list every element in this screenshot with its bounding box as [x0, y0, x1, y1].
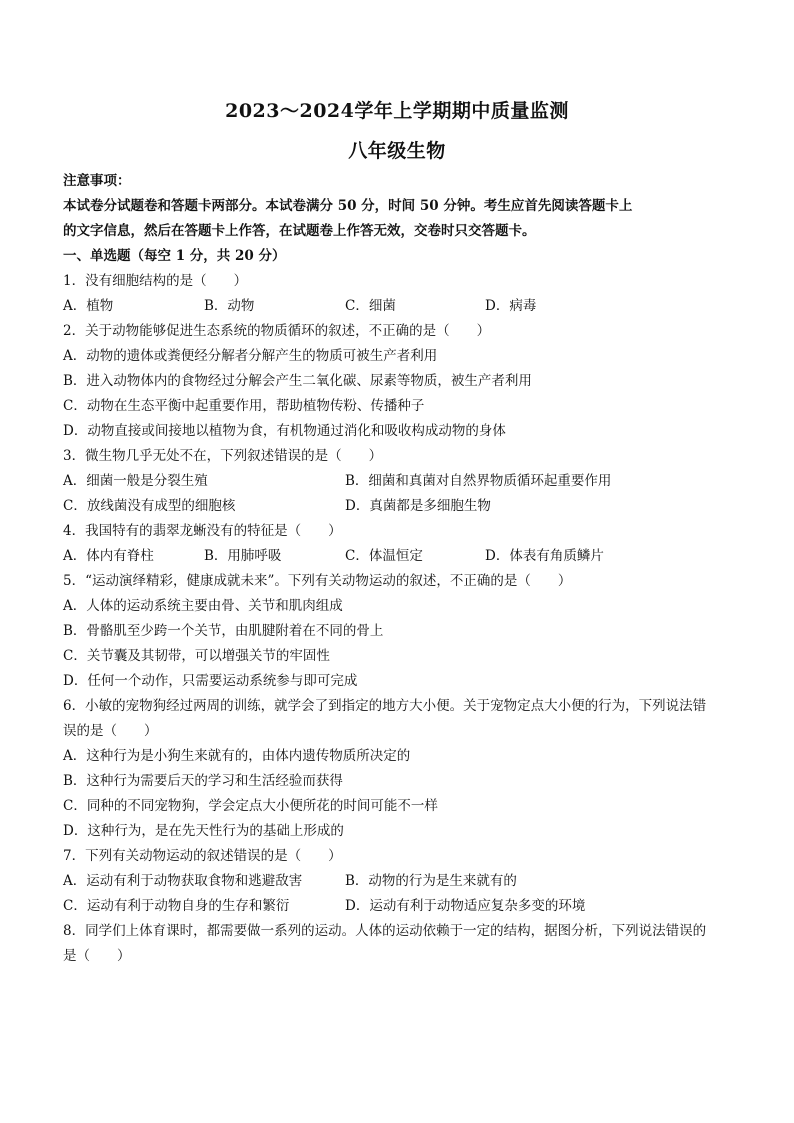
question-4-option-a: A．体内有脊柱: [63, 548, 154, 564]
question-5-stem: 5．“运动演绎精彩，健康成就未来”。下列有关动物运动的叙述，不正确的是（ ）: [63, 573, 572, 589]
question-1-option-b: B．动物: [204, 298, 255, 314]
notice-line-2: 的文字信息，然后在答题卡上作答，在试题卷上作答无效，交卷时只交答题卡。: [63, 223, 536, 239]
question-8-stem-line-2: 是（ ）: [63, 948, 131, 964]
question-3-option-a: A．细菌一般是分裂生殖: [63, 473, 208, 489]
question-4-option-c: C．体温恒定: [345, 548, 423, 564]
question-1-stem: 1．没有细胞结构的是（ ）: [63, 273, 248, 289]
question-3-stem: 3．微生物几乎无处不在，下列叙述错误的是（ ）: [63, 448, 383, 464]
question-6-option-d: D．这种行为，是在先天性行为的基础上形成的: [63, 823, 344, 839]
question-7-option-c: C．运动有利于动物自身的生存和繁衍: [63, 898, 290, 914]
question-6-stem-line-2: 误的是（ ）: [63, 723, 158, 739]
question-1-option-a: A．植物: [63, 298, 114, 314]
question-1-option-c: C．细菌: [345, 298, 396, 314]
question-4-option-d: D．体表有角质鳞片: [485, 548, 604, 564]
question-2-stem: 2．关于动物能够促进生态系统的物质循环的叙述，不正确的是（ ）: [63, 323, 491, 339]
question-6-option-b: B．这种行为需要后天的学习和生活经验而获得: [63, 773, 343, 789]
question-6-option-a: A．这种行为是小狗生来就有的，由体内遗传物质所决定的: [63, 748, 411, 764]
question-2-option-a: A．动物的遗体或粪便经分解者分解产生的物质可被生产者利用: [63, 348, 438, 364]
question-1-option-d: D．病毒: [485, 298, 537, 314]
question-5-option-b: B．骨骼肌至少跨一个关节，由肌腱附着在不同的骨上: [63, 623, 384, 639]
question-5-option-a: A．人体的运动系统主要由骨、关节和肌肉组成: [63, 598, 343, 614]
question-2-option-b: B．进入动物体内的食物经过分解会产生二氧化碳、尿素等物质，被生产者利用: [63, 373, 532, 389]
question-3-option-d: D．真菌都是多细胞生物: [345, 498, 491, 514]
exam-title: 2023～2024学年上学期期中质量监测: [225, 100, 569, 122]
question-4-stem: 4．我国特有的翡翠龙蜥没有的特征是（ ）: [63, 523, 342, 539]
notice-line-1: 本试卷分试题卷和答题卡两部分。本试卷满分 50 分，时间 50 分钟。考生应首先阅读答题卡上: [63, 198, 633, 214]
question-6-option-c: C．同种的不同宠物狗，学会定点大小便所花的时间可能不一样: [63, 798, 438, 814]
question-7-stem: 7．下列有关动物运动的叙述错误的是（ ）: [63, 848, 342, 864]
question-2-option-c: C．动物在生态平衡中起重要作用，帮助植物传粉、传播种子: [63, 398, 425, 414]
question-6-stem-line-1: 6．小敏的宠物狗经过两周的训练，就学会了到指定的地方大小便。关于宠物定点大小便的行为，下列说法错: [63, 698, 707, 714]
question-2-option-d: D．动物直接或间接地以植物为食，有机物通过消化和吸收构成动物的身体: [63, 423, 506, 439]
question-8-stem-line-1: 8．同学们上体育课时，都需要做一系列的运动。人体的运动依赖于一定的结构，据图分析，下列说法错误的: [63, 923, 707, 939]
exam-subtitle: 八年级生物: [348, 140, 446, 162]
question-3-option-c: C．放线菌没有成型的细胞核: [63, 498, 236, 514]
section-heading: 一、单选题（每空 1 分，共 20 分）: [63, 248, 286, 264]
question-5-option-c: C．关节囊及其韧带，可以增强关节的牢固性: [63, 648, 330, 664]
question-5-option-d: D．任何一个动作，只需要运动系统参与即可完成: [63, 673, 358, 689]
question-3-option-b: B．细菌和真菌对自然界物质循环起重要作用: [345, 473, 612, 489]
question-7-option-b: B．动物的行为是生来就有的: [345, 873, 517, 889]
question-7-option-d: D．运动有利于动物适应复杂多变的环境: [345, 898, 586, 914]
notice-heading: 注意事项：: [63, 173, 131, 189]
question-7-option-a: A．运动有利于动物获取食物和逃避敌害: [63, 873, 303, 889]
question-4-option-b: B．用肺呼吸: [204, 548, 282, 564]
